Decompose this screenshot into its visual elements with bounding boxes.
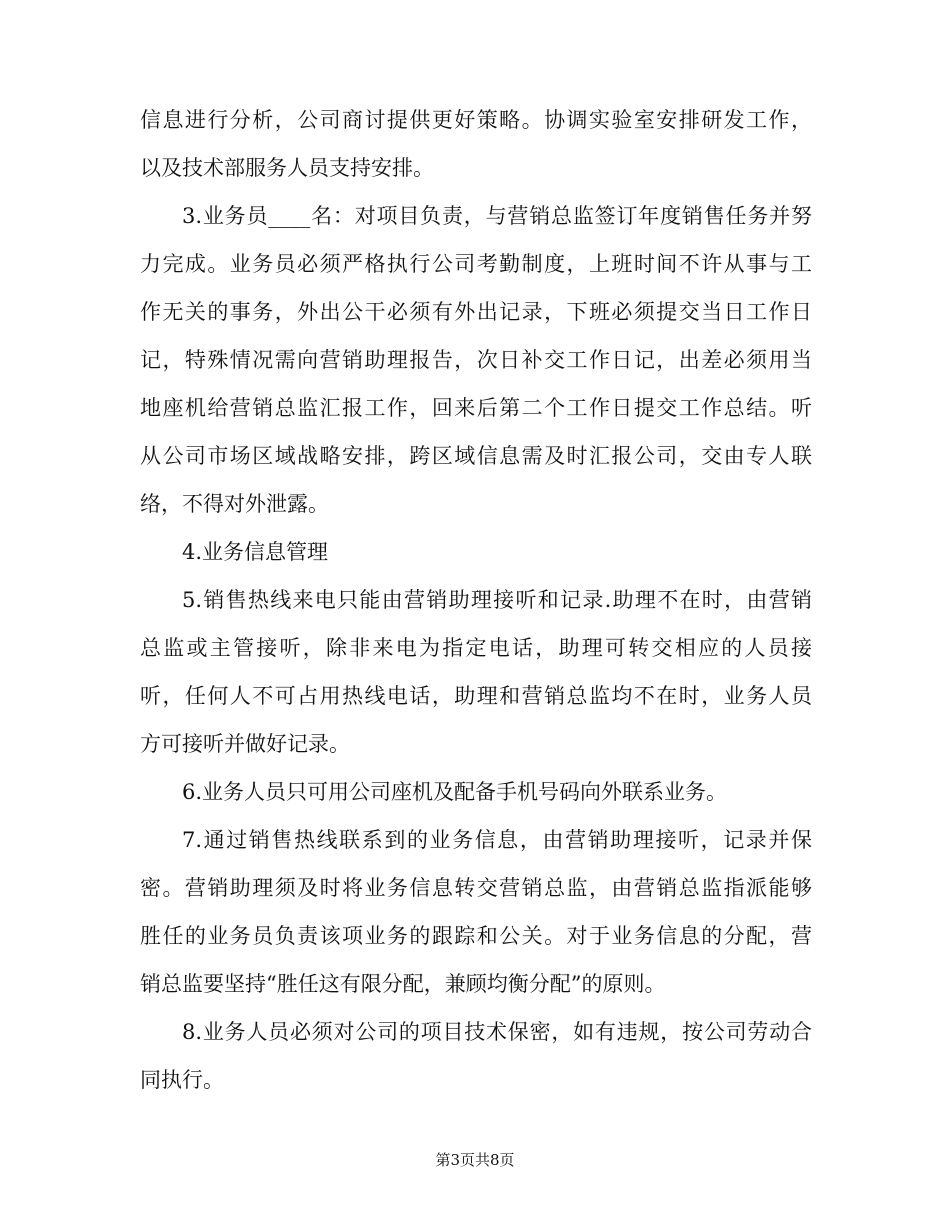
text-line: 5.销售热线来电只能由营销助理接听和记录.助理不在时，由营销 [182,588,812,612]
text-line: 总监或主管接听，除非来电为指定电话，助理可转交相应的人员接 [140,636,812,660]
text-line: 信息进行分析，公司商讨提供更好策略。协调实验室安排研发工作， [140,108,812,132]
text-line: 地座机给营销总监汇报工作，回来后第二个工作日提交工作总结。听 [140,396,812,420]
text-line: 以及技术部服务人员支持安排。 [140,156,434,180]
page-footer [0,1148,950,1172]
text-line: 力完成。业务员必须严格执行公司考勤制度，上班时间不许从事与工 [140,252,812,276]
text-line: 方可接听并做好记录。 [140,732,350,756]
text-line: 密。营销助理须及时将业务信息转交营销总监，由营销总监指派能够 [140,876,812,900]
text-line: 销总监要坚持“胜任这有限分配，兼顾均衡分配”的原则。 [140,972,666,996]
text-line: 4.业务信息管理 [182,540,329,564]
text-line: 同执行。 [140,1068,224,1092]
text-line: 络，不得对外泄露。 [140,492,329,516]
text-line: 听，任何人不可占用热线电话，助理和营销总监均不在时，业务人员 [140,684,812,708]
text-line: 7.通过销售热线联系到的业务信息，由营销助理接听，记录并保 [182,828,812,852]
text-line: 6.业务人员只可用公司座机及配备手机号码向外联系业务。 [182,780,728,804]
text-line: 作无关的事务，外出公干必须有外出记录，下班必须提交当日工作日 [140,300,812,324]
page-number-label: 第3页共8页 [435,1151,515,1169]
text-line: 胜任的业务员负责该项业务的跟踪和公关。对于业务信息的分配，营 [140,924,812,948]
text-line: 3.业务员____名：对项目负责，与营销总监签订年度销售任务并努 [182,204,812,228]
text-line: 从公司市场区域战略安排，跨区域信息需及时汇报公司，交由专人联 [140,444,812,468]
document-body [140,96,812,1104]
text-line: 记，特殊情况需向营销助理报告，次日补交工作日记，出差必须用当 [140,348,812,372]
text-line: 8.业务人员必须对公司的项目技术保密，如有违规，按公司劳动合 [182,1020,812,1044]
